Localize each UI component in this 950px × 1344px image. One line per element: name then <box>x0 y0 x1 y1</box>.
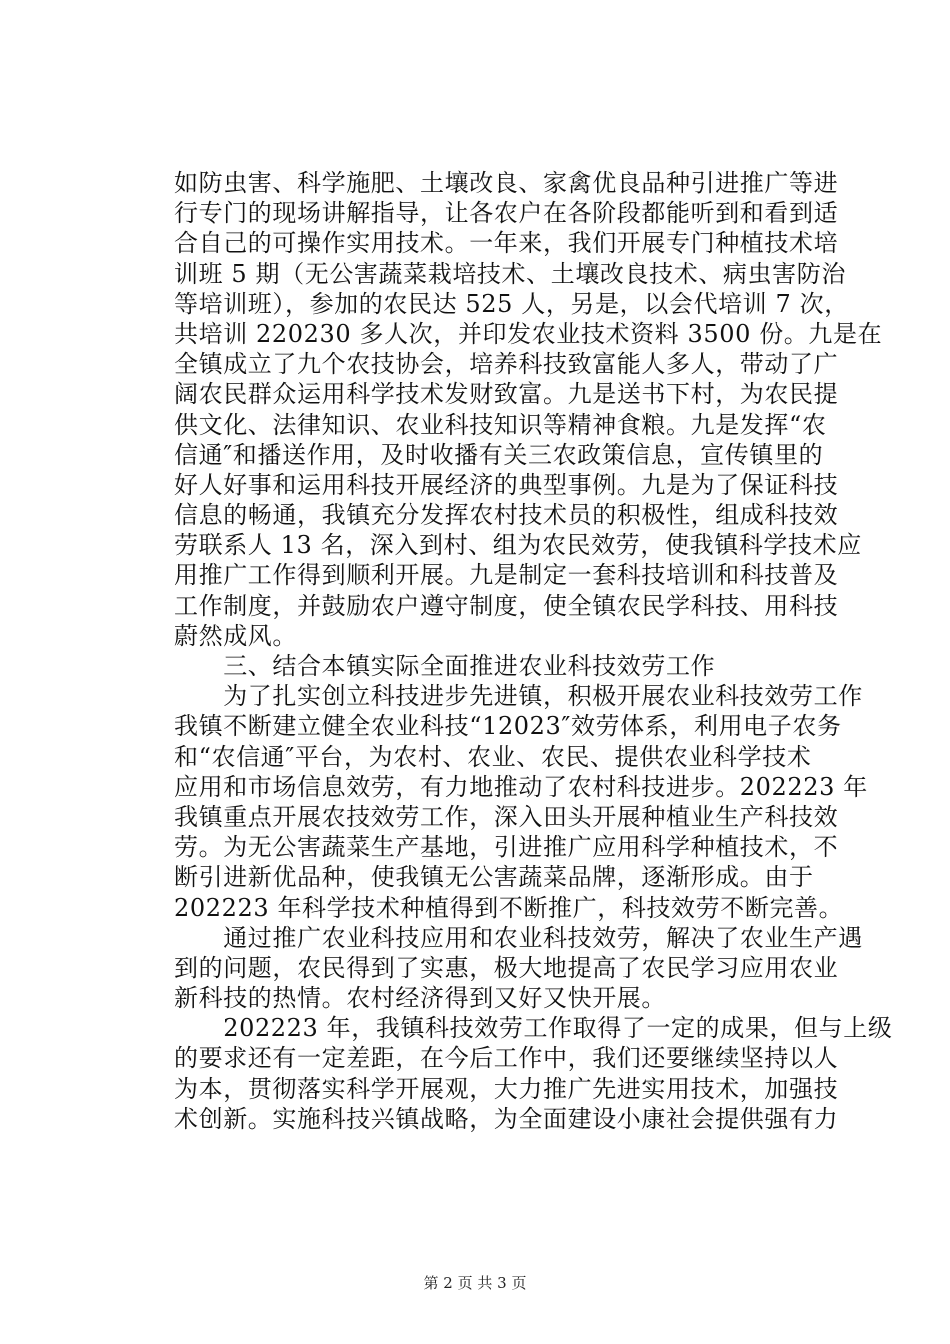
text-line: 断引进新优品种，使我镇无公害蔬菜品牌，逐渐形成。由于 <box>174 863 814 892</box>
text-line: 的要求还有一定差距，在今后工作中，我们还要继续坚持以人 <box>174 1044 839 1073</box>
text-line: 应用和市场信息效劳，有力地推动了农村科技进步。202223 年 <box>174 772 868 801</box>
text-line: 好人好事和运用科技开展经济的典型事例。九是为了保证科技 <box>174 470 839 499</box>
text-line: 202223 年，我镇科技效劳工作取得了一定的成果，但与上级 <box>174 1014 893 1043</box>
text-line: 工作制度，并鼓励农户遵守制度，使全镇农民学科技、用科技 <box>174 591 839 620</box>
text-line: 202223 年科学技术种植得到不断推广，科技效劳不断完善。 <box>174 893 844 922</box>
text-line: 蔚然成风。 <box>174 621 297 650</box>
text-line: 共培训 220230 多人次，并印发农业技术资料 3500 份。九是在 <box>174 319 883 348</box>
text-line: 为本，贯彻落实科学开展观，大力推广先进实用技术，加强技 <box>174 1074 839 1103</box>
text-line: 信通″和播送作用，及时收播有关三农政策信息，宣传镇里的 <box>174 440 824 469</box>
text-line: 到的问题，农民得到了实惠，极大地提高了农民学习应用农业 <box>174 953 839 982</box>
text-line: 训班 5 期（无公害蔬菜栽培技术、土壤改良技术、病虫害防治 <box>174 259 846 288</box>
text-line: 我镇不断建立健全农业科技“12023″效劳体系，利用电子农务 <box>174 712 842 741</box>
text-line: 阔农民群众运用科学技术发财致富。九是送书下村，为农民提 <box>174 380 839 409</box>
section-heading: 三、结合本镇实际全面推进农业科技效劳工作 <box>174 652 716 680</box>
text-line: 和“农信通″平台，为农村、农业、农民、提供农业科学技术 <box>174 742 812 771</box>
text-line: 劳联系人 13 名，深入到村、组为农民效劳，使我镇科学技术应 <box>174 531 862 560</box>
page-number-footer: 第 2 页 共 3 页 <box>423 1274 527 1292</box>
text-line: 为了扎实创立科技进步先进镇，积极开展农业科技效劳工作 <box>174 682 863 711</box>
text-line: 用推广工作得到顺利开展。九是制定一套科技培训和科技普及 <box>174 561 839 590</box>
text-line: 信息的畅通，我镇充分发挥农村技术员的积极性，组成科技效 <box>174 501 839 530</box>
text-line: 通过推广农业科技应用和农业科技效劳，解决了农业生产遇 <box>174 923 863 952</box>
text-line: 劳。为无公害蔬菜生产基地，引进推广应用科学种植技术，不 <box>174 833 839 862</box>
text-line: 我镇重点开展农技效劳工作，深入田头开展种植业生产科技效 <box>174 802 839 831</box>
text-line: 新科技的热情。农村经济得到又好又快开展。 <box>174 984 666 1013</box>
text-line: 合自己的可操作实用技术。一年来，我们开展专门种植技术培 <box>174 229 839 258</box>
text-line: 全镇成立了九个农技协会，培养科技致富能人多人，带动了广 <box>174 350 839 379</box>
text-line: 供文化、法律知识、农业科技知识等精神食粮。九是发挥“农 <box>174 410 827 439</box>
text-line: 如防虫害、科学施肥、土壤改良、家禽优良品种引进推广等进 <box>174 169 839 197</box>
text-line: 术创新。实施科技兴镇战略，为全面建设小康社会提供强有力 <box>174 1104 839 1133</box>
text-line: 行专门的现场讲解指导，让各农户在各阶段都能听到和看到适 <box>174 199 839 228</box>
text-line: 等培训班），参加的农民达 525 人，另是，以会代培训 7 次， <box>174 289 849 318</box>
body-text <box>174 168 893 1134</box>
